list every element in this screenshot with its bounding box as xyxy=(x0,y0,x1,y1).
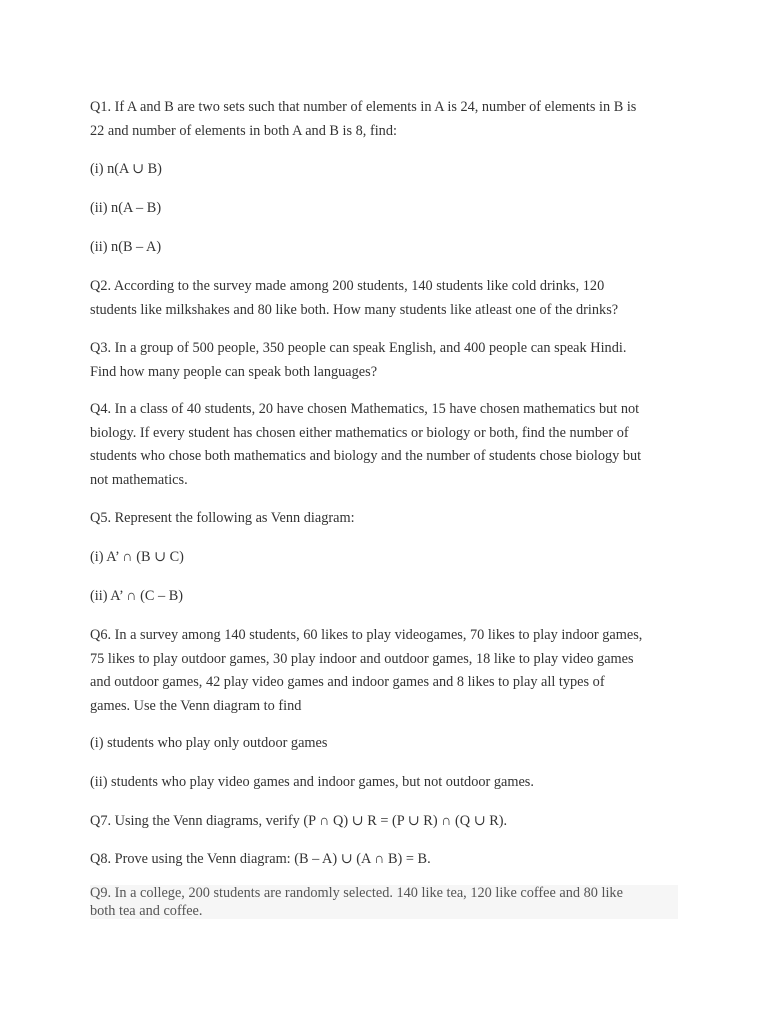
question-1-line-1: Q1. If A and B are two sets such that number of elements in A is 24, number of elements in B is xyxy=(90,99,637,115)
question-2 xyxy=(90,275,690,322)
question-6-part-1: (i) students who play only outdoor games xyxy=(90,735,328,751)
question-5: Q5. Represent the following as Venn diagram: xyxy=(90,510,355,526)
question-4-line-4: not mathematics. xyxy=(90,471,188,488)
question-3 xyxy=(90,337,690,384)
question-6-line-4: games. Use the Venn diagram to find xyxy=(90,697,302,714)
question-1-part-3: (ii) n(B – A) xyxy=(90,239,162,255)
question-8: Q8. Prove using the Venn diagram: (B – A) ∪ (A ∩ B) = B. xyxy=(90,851,431,867)
question-4-line-1: Q4. In a class of 40 students, 20 have chosen Mathematics, 15 have chosen mathematics but not xyxy=(90,401,640,417)
question-2-line-1: Q2. According to the survey made among 200 students, 140 students like cold drinks, 120 xyxy=(90,278,605,294)
question-4 xyxy=(90,398,690,492)
question-6-line-1: Q6. In a survey among 140 students, 60 likes to play videogames, 70 likes to play indoor games, xyxy=(90,627,643,643)
question-4-line-2: biology. If every student has chosen either mathematics or biology or both, find the number of xyxy=(90,424,629,441)
question-6-line-2: 75 likes to play outdoor games, 30 play indoor and outdoor games, 18 like to play video games xyxy=(90,650,634,667)
question-9-line-2: both tea and coffee. xyxy=(90,902,203,919)
question-9 xyxy=(90,885,678,919)
question-6-part-2: (ii) students who play video games and indoor games, but not outdoor games. xyxy=(90,774,534,790)
question-6 xyxy=(90,624,690,718)
question-1-part-1: (i) n(A ∪ B) xyxy=(90,161,162,177)
question-1-part-2: (ii) n(A – B) xyxy=(90,200,162,216)
question-2-line-2: students like milkshakes and 80 like both. How many students like atleast one of the drinks? xyxy=(90,301,619,318)
question-1 xyxy=(90,96,690,143)
question-6-line-3: and outdoor games, 42 play video games and indoor games and 8 likes to play all types of xyxy=(90,674,605,690)
question-5-part-2: (ii) A’ ∩ (C – B) xyxy=(90,588,184,604)
question-1-line-2: 22 and number of elements in both A and B is 8, find: xyxy=(90,122,397,139)
question-3-line-1: Q3. In a group of 500 people, 350 people can speak English, and 400 people can speak Hindi. xyxy=(90,340,627,356)
question-9-line-1: Q9. In a college, 200 students are randomly selected. 140 like tea, 120 like coffee and 80 like xyxy=(90,885,623,901)
question-5-part-1: (i) A’ ∩ (B ∪ C) xyxy=(90,549,184,565)
question-3-line-2: Find how many people can speak both languages? xyxy=(90,363,378,380)
question-4-line-3: students who chose both mathematics and biology and the number of students chose biology but xyxy=(90,448,642,464)
question-7: Q7. Using the Venn diagrams, verify (P ∩ Q) ∪ R = (P ∪ R) ∩ (Q ∪ R). xyxy=(90,813,508,829)
